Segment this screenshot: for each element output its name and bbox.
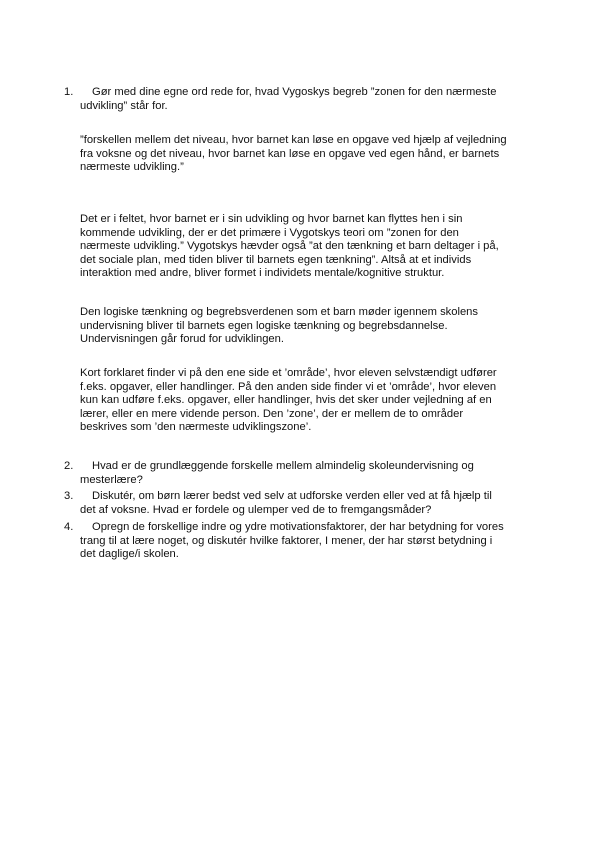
question-number: 4. [64, 521, 74, 533]
question-text-line: Opregn de forskellige indre og ydre motivationsfaktorer, der har betydning for vores [92, 521, 504, 533]
question-text-line: Gør med dine egne ord rede for, hvad Vygoskys begreb ”zonen for den nærmeste [92, 86, 497, 98]
paragraph-line: undervisning bliver til barnets egen logiske tænkning og begrebsdannelse. [80, 319, 448, 332]
question-text-line: Diskutér, om børn lærer bedst ved selv at udforske verden eller ved at få hjælp til [92, 490, 492, 502]
question-3 [64, 490, 554, 517]
question-text-line: det daglige/i skolen. [80, 548, 179, 561]
question-text-line: udvikling” står for. [80, 99, 168, 112]
answer-paragraph-2 [80, 213, 550, 281]
question-text-line: det af voksne. Hvad er fordele og ulemper ved de to fremgangsmåder? [80, 503, 432, 516]
paragraph-line: beskrives som ’den nærmeste udviklingszone’. [80, 421, 312, 434]
paragraph-line: det sociale plan, med tiden bliver til barnets egen tænkning”. Altså at et individs [80, 253, 472, 266]
paragraph-line: Undervisningen går forud for udviklingen. [80, 333, 284, 346]
paragraph-line: lærer, eller en mere vidende person. Den ’zone’, der er mellem de to områder [80, 407, 464, 420]
paragraph-line: ”forskellen mellem det niveau, hvor barnet kan løse en opgave ved hjælp af vejledning [80, 134, 507, 146]
question-2 [64, 460, 554, 487]
paragraph-line: kommende udvikling, der er det primære i Vygotskys teori om ”zonen for den [80, 226, 459, 239]
question-number: 2. [64, 460, 74, 472]
paragraph-line: nærmeste udvikling.” Vygotskys hævder også ”at den tænkning et barn deltager i på, [80, 240, 499, 253]
question-text-line: mesterlære? [80, 473, 143, 486]
question-4 [64, 521, 554, 562]
paragraph-line: interaktion med andre, bliver formet i individets mentale/kognitive struktur. [80, 267, 445, 280]
answer-paragraph-4 [80, 367, 550, 435]
paragraph-line: fra voksne og det niveau, hvor barnet kan løse en opgave ved egen hånd, er barnets [80, 147, 500, 160]
paragraph-line: f.eks. opgaver, eller handlinger. På den anden side finder vi et ’område’, hvor eleven [80, 380, 497, 393]
answer-quote-paragraph [80, 134, 550, 175]
question-1 [64, 86, 554, 113]
paragraph-line: Den logiske tænkning og begrebsverdenen som et barn møder igennem skolens [80, 306, 479, 318]
paragraph-line: Kort forklaret finder vi på den ene side et ’område’, hvor eleven selvstændigt udfører [80, 367, 497, 379]
question-number: 1. [64, 86, 74, 98]
question-text-line: Hvad er de grundlæggende forskelle mellem almindelig skoleundervisning og [92, 460, 474, 472]
paragraph-line: Det er i feltet, hvor barnet er i sin udvikling og hvor barnet kan flyttes hen i sin [80, 213, 463, 225]
paragraph-line: nærmeste udvikling.” [80, 161, 184, 174]
question-text-line: trang til at lære noget, og diskutér hvilke faktorer, I mener, der har størst betydning i [80, 534, 493, 547]
answer-paragraph-3 [80, 306, 550, 347]
paragraph-line: kun kan udføre f.eks. opgaver, eller handlinger, hvis det sker under vejledning af en [80, 394, 492, 407]
question-number: 3. [64, 490, 74, 502]
